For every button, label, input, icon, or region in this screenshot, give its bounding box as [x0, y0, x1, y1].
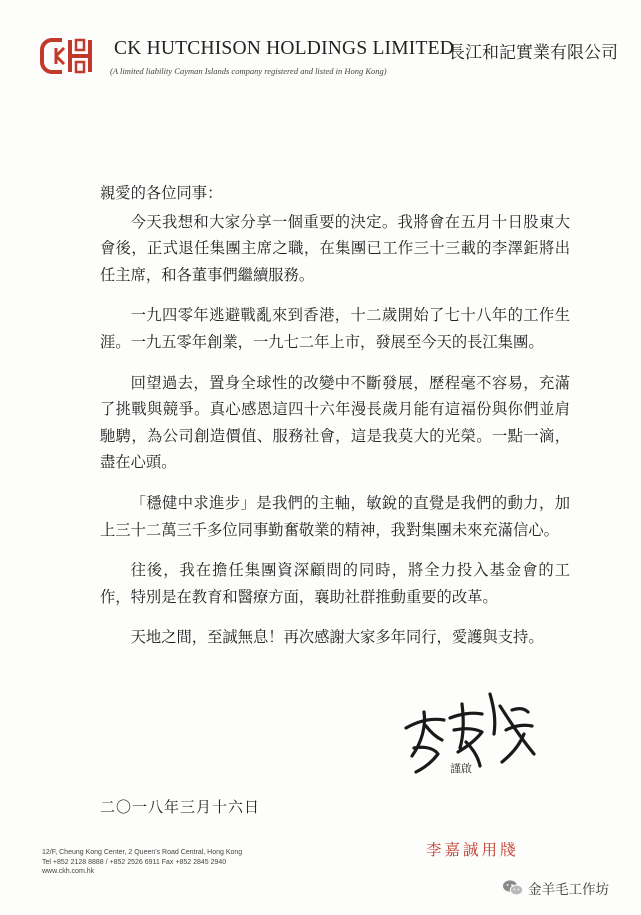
wechat-icon — [502, 879, 524, 897]
letterhead — [28, 36, 618, 92]
watermark-text: 金羊毛工作坊 — [528, 882, 609, 898]
footer-address: 12/F, Cheung Kong Center, 2 Queen's Road Central, Hong Kong — [42, 849, 243, 856]
salutation: 親愛的各位同事： — [100, 184, 223, 202]
company-name-en: CK HUTCHISON HOLDINGS LIMITED — [114, 38, 454, 59]
footer-phone-fax: Tel +852 2128 8888 / +852 2526 6911 Fax +852 2845 2940 — [42, 858, 227, 866]
letter-date: 二〇一八年三月十六日 — [100, 798, 261, 816]
footer — [42, 848, 242, 877]
letter-paragraph-2: 一九四零年逃避戰亂來到香港，十二歲開始了七十八年的工作生涯。一九五零年創業，一九七二年上市，發展至今天的長江集團。 — [100, 306, 570, 351]
letter-body — [100, 180, 570, 651]
ck-hutchison-logo — [40, 36, 104, 76]
company-registration-note: (A limited liability Cayman Islands company registered and listed in Hong Kong) — [110, 66, 387, 76]
letter-paragraph-3: 回望過去，置身全球性的改變中不斷發展，歷程毫不容易，充滿了挑戰與競爭。真心感恩這四十六年漫長歲月能有這福份與你們並肩馳騁，為公司創造價值、服務社會，這是我莫大的光榮。一點一滴，盡在心頭。 — [100, 373, 570, 472]
letter-paragraph-5: 往後，我在擔任集團資深顧問的同時，將全力投入基金會的工作，特別是在教育和醫療方面，襄助社群推動重要的改革。 — [100, 561, 570, 606]
letter-paragraph-6: 天地之間，至誠無息！再次感謝大家多年同行，愛護與支持。 — [130, 628, 544, 647]
closing-remark: 謹啟 — [450, 762, 472, 775]
footer-website: www.ckh.com.hk — [42, 868, 95, 875]
letter-paragraph-1: 今天我想和大家分享一個重要的決定。我將會在五月十日股東大會後，正式退任集團主席之職，在集團已工作三十三載的李澤鉅將出任主席，和各董事們繼續服務。 — [100, 212, 570, 284]
handwritten-signature — [402, 690, 552, 780]
stationery-mark: 李嘉誠用牋 — [426, 841, 519, 859]
watermark — [502, 876, 632, 900]
letter-paragraph-4: 「穩健中求進步」是我們的主軸，敏銳的直覺是我們的動力，加上三十二萬三千多位同事勤奮敬業的精神，我對集團未來充滿信心。 — [100, 493, 570, 539]
company-name-zh: 長江和記實業有限公司 — [448, 43, 618, 63]
